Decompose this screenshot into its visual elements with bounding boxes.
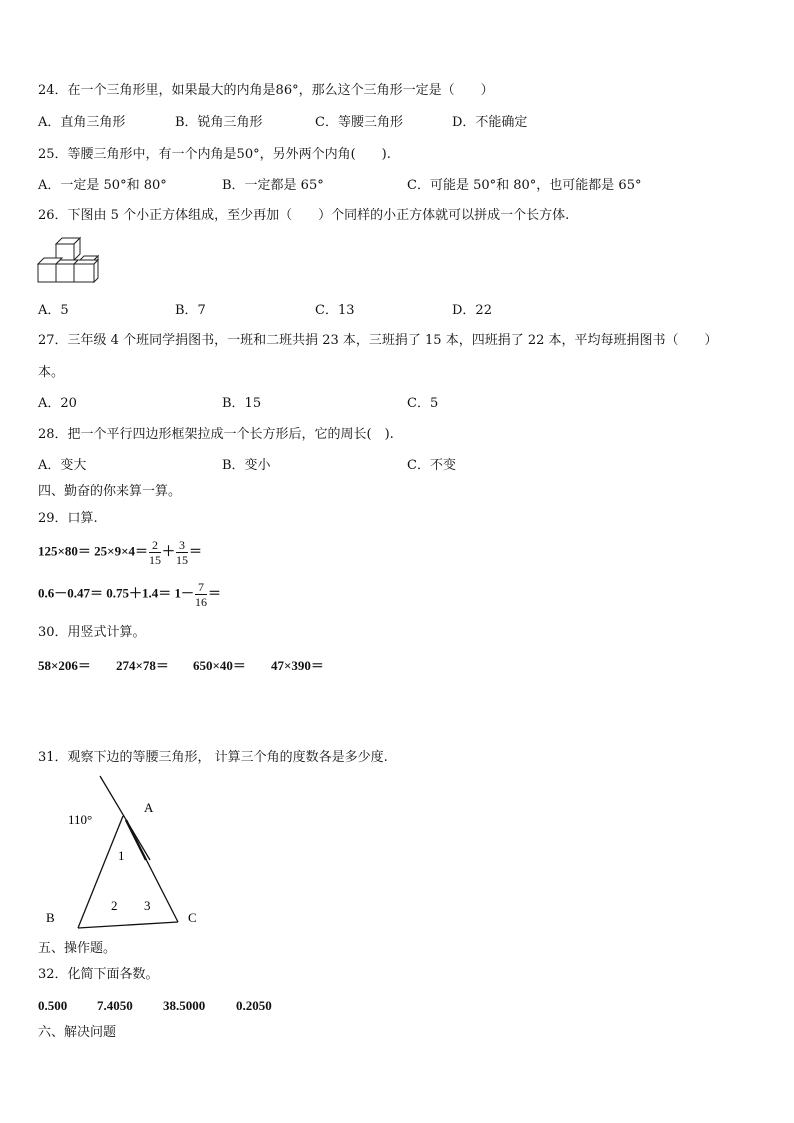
- q27-stem-cont: 本。: [38, 365, 65, 380]
- q29-item-1: 125×80＝: [38, 543, 91, 559]
- q24-option-a: A．直角三角形: [38, 115, 126, 130]
- q30-item-3: 650×40＝: [193, 658, 246, 673]
- isosceles-triangle-figure: [40, 772, 210, 932]
- q26-option-d: D．22: [452, 303, 492, 318]
- q27-stem: 27．三年级 4 个班同学捐图书，一班和二班共捐 23 本，三班捐了 15 本，四班捐了 22 本，平均每班捐图书（ ）: [38, 333, 718, 348]
- q30-stem: 30．用竖式计算。: [38, 625, 146, 640]
- q32-item-1: 0.500: [38, 998, 68, 1013]
- q25-option-b: B．一定都是 65°: [222, 178, 324, 193]
- section-6-heading: 六、解决问题: [38, 1025, 117, 1040]
- angle-1-label: 1: [118, 848, 125, 863]
- q24-option-c: C．等腰三角形: [315, 115, 403, 130]
- q32-item-2: 7.4050: [97, 998, 133, 1013]
- q29-equals-2: ＝: [208, 585, 222, 601]
- q31-stem: 31．观察下边的等腰三角形， 计算三个角的度数各是多少度.: [38, 750, 388, 765]
- q27-option-a: A．20: [38, 396, 77, 411]
- vertex-c-label: C: [188, 910, 197, 925]
- q29-item-5: 0.75＋1.4＝: [106, 585, 172, 601]
- q28-option-c: C．不变: [407, 458, 456, 473]
- q24-option-b: B．锐角三角形: [175, 115, 263, 130]
- q29-plus: ＋: [162, 543, 176, 559]
- q25-option-c: C．可能是 50°和 80°，也可能都是 65°: [407, 178, 642, 193]
- q24-stem: 24．在一个三角形里，如果最大的内角是86°，那么这个三角形一定是（ ）: [38, 83, 494, 98]
- q27-option-b: B．15: [222, 396, 262, 411]
- q29-row2: [38, 580, 221, 609]
- section-5-heading: 五、操作题。: [38, 941, 117, 956]
- angle-3-label: 3: [144, 898, 151, 913]
- angle-110-label: 110°: [68, 812, 93, 827]
- angle-2-label: 2: [111, 898, 118, 913]
- q28-option-a: A．变大: [38, 458, 87, 473]
- q29-fraction-3-15: $\frac{3}{15}$: [176, 538, 189, 567]
- q24-option-d: D．不能确定: [452, 115, 528, 130]
- q29-item-6: 1－: [174, 585, 195, 601]
- q30-item-1: 58×206＝: [38, 658, 91, 673]
- q26-option-a: A．5: [38, 303, 69, 318]
- q25-stem: 25．等腰三角形中，有一个内角是50°，另外两个内角( ).: [38, 147, 391, 162]
- q29-item-2: 25×9×4＝: [94, 543, 148, 559]
- cube-stack-figure: [36, 236, 102, 288]
- q28-option-b: B．变小: [222, 458, 271, 473]
- q28-stem: 28．把一个平行四边形框架拉成一个长方形后，它的周长( ).: [38, 427, 394, 442]
- q30-item-2: 274×78＝: [116, 658, 169, 673]
- q29-equals-1: ＝: [189, 543, 203, 559]
- q29-row1: [38, 538, 202, 567]
- vertex-a-label: A: [144, 800, 154, 815]
- section-4-heading: 四、勤奋的你来算一算。: [38, 484, 182, 499]
- q25-option-a: A．一定是 50°和 80°: [38, 178, 167, 193]
- q26-option-b: B．7: [175, 303, 206, 318]
- q29-fraction-7-16: $\frac{7}{16}$: [195, 580, 208, 609]
- q30-item-4: 47×390＝: [271, 658, 324, 673]
- vertex-b-label: B: [46, 910, 55, 925]
- q32-item-4: 0.2050: [236, 998, 272, 1013]
- q32-item-3: 38.5000: [163, 998, 206, 1013]
- q32-stem: 32．化简下面各数。: [38, 967, 159, 982]
- q29-stem: 29．口算.: [38, 511, 98, 526]
- q27-option-c: C．5: [407, 396, 439, 411]
- q29-item-4: 0.6－0.47＝: [38, 585, 104, 601]
- q26-stem: 26．下图由 5 个小正方体组成，至少再加（ ）个同样的小正方体就可以拼成一个长方体.: [38, 208, 570, 223]
- q26-option-c: C．13: [315, 303, 355, 318]
- q29-fraction-2-15: $\frac{2}{15}$: [149, 538, 161, 567]
